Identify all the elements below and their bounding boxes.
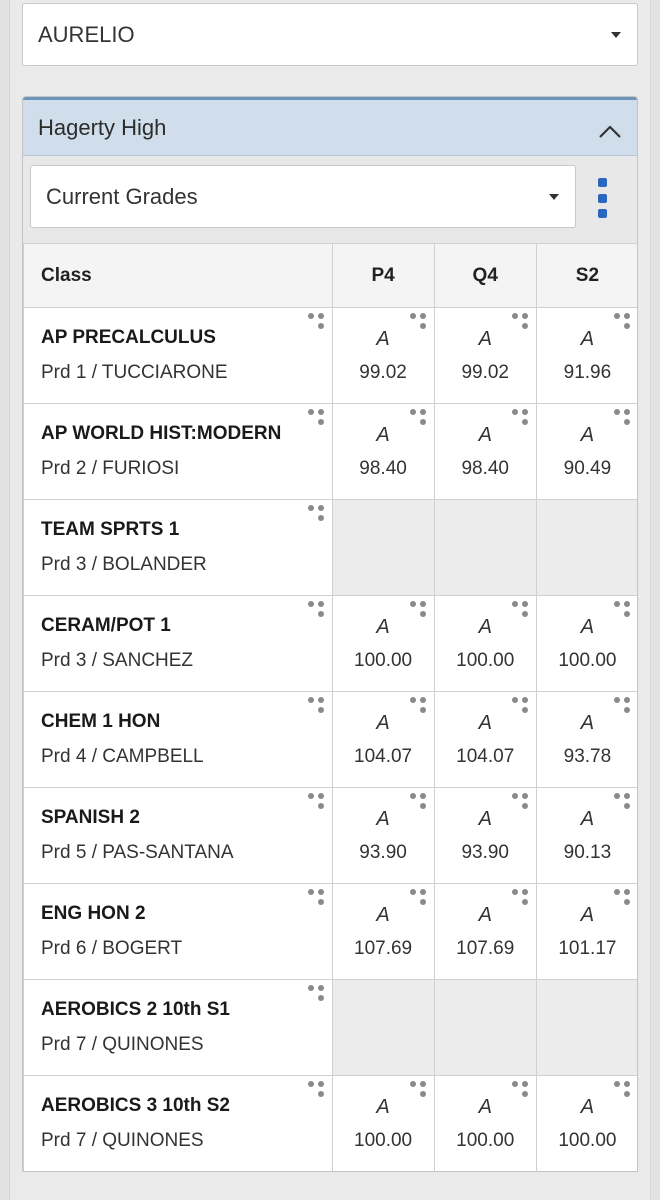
grade-score: 100.00 xyxy=(456,649,515,671)
table-row xyxy=(24,308,639,404)
class-cell[interactable] xyxy=(24,500,333,596)
class-period-teacher: Prd 2 / FURIOSI xyxy=(41,458,180,479)
grades-toolbar xyxy=(23,156,637,244)
more-dots-icon[interactable] xyxy=(308,985,326,1003)
table-row xyxy=(24,500,639,596)
grade-cell-s2[interactable] xyxy=(536,692,638,788)
class-cell[interactable] xyxy=(24,884,333,980)
grade-cell-q4[interactable] xyxy=(434,884,536,980)
class-name: CHEM 1 HON xyxy=(41,711,161,732)
class-name: AP PRECALCULUS xyxy=(41,327,216,348)
grade-score: 91.96 xyxy=(563,361,612,383)
more-dots-icon[interactable] xyxy=(410,601,428,619)
grade-cell-q4[interactable] xyxy=(434,1076,536,1172)
column-header-s2[interactable]: S2 xyxy=(536,244,638,308)
more-dots-icon[interactable] xyxy=(512,601,530,619)
grade-letter: A xyxy=(478,903,492,926)
table-row xyxy=(24,404,639,500)
grade-cell-q4[interactable] xyxy=(434,596,536,692)
more-dots-icon[interactable] xyxy=(308,601,326,619)
grade-cell-p4 xyxy=(332,980,434,1076)
table-row xyxy=(24,1076,639,1172)
grade-letter: A xyxy=(376,807,390,830)
grade-score: 90.49 xyxy=(563,457,612,479)
class-name: CERAM/POT 1 xyxy=(41,615,171,636)
more-dots-icon[interactable] xyxy=(614,313,632,331)
more-dots-icon[interactable] xyxy=(614,697,632,715)
school-name: Hagerty High xyxy=(38,114,167,140)
table-row xyxy=(24,692,639,788)
grade-letter: A xyxy=(376,711,390,734)
grade-cell-p4[interactable] xyxy=(332,692,434,788)
class-cell[interactable] xyxy=(24,1076,333,1172)
grade-score: 104.07 xyxy=(456,745,515,767)
column-header-p4[interactable]: P4 xyxy=(332,244,434,308)
grade-score: 107.69 xyxy=(354,937,413,959)
grade-cell-p4[interactable] xyxy=(332,308,434,404)
grade-cell-s2[interactable] xyxy=(536,404,638,500)
grades-table-body xyxy=(24,308,639,1172)
more-dots-icon[interactable] xyxy=(308,697,326,715)
grades-table xyxy=(23,243,638,1172)
grade-cell-q4[interactable] xyxy=(434,308,536,404)
more-dots-icon[interactable] xyxy=(512,409,530,427)
student-select-value: AURELIO xyxy=(38,21,135,47)
page-edge-left xyxy=(0,0,10,1200)
grade-letter: A xyxy=(376,327,390,350)
grade-cell-s2[interactable] xyxy=(536,788,638,884)
more-dots-icon[interactable] xyxy=(308,505,326,523)
grade-cell-p4[interactable] xyxy=(332,788,434,884)
more-dots-icon[interactable] xyxy=(614,601,632,619)
class-cell[interactable] xyxy=(24,788,333,884)
more-dots-icon[interactable] xyxy=(308,409,326,427)
class-name: AEROBICS 3 10th S2 xyxy=(41,1095,230,1116)
grade-cell-s2 xyxy=(536,500,638,596)
grade-letter: A xyxy=(580,327,595,350)
class-cell[interactable] xyxy=(24,596,333,692)
grade-letter: A xyxy=(376,1095,390,1118)
column-header-q4[interactable]: Q4 xyxy=(434,244,536,308)
class-period-teacher: Prd 7 / QUINONES xyxy=(41,1130,204,1151)
grade-view-value: Current Grades xyxy=(46,183,198,209)
more-dots-icon[interactable] xyxy=(410,409,428,427)
more-dots-icon[interactable] xyxy=(410,889,428,907)
grade-score: 100.00 xyxy=(558,1129,617,1151)
grade-score: 98.40 xyxy=(359,457,407,479)
grade-letter: A xyxy=(580,423,595,446)
student-select[interactable] xyxy=(22,3,638,66)
grade-letter: A xyxy=(376,903,390,926)
grade-cell-p4[interactable] xyxy=(332,1076,434,1172)
class-period-teacher: Prd 3 / SANCHEZ xyxy=(41,650,194,671)
grade-score: 100.00 xyxy=(456,1129,515,1151)
grade-cell-s2[interactable] xyxy=(536,308,638,404)
page-edge-right xyxy=(650,0,660,1200)
more-options-icon[interactable] xyxy=(595,178,609,218)
column-header-class: Class xyxy=(24,244,333,308)
grade-score: 101.17 xyxy=(558,937,617,959)
more-dots-icon[interactable] xyxy=(410,1081,428,1099)
grade-letter: A xyxy=(478,615,492,638)
school-panel-header[interactable] xyxy=(23,97,637,156)
grade-score: 99.02 xyxy=(461,361,509,383)
more-dots-icon[interactable] xyxy=(308,793,326,811)
grade-score: 100.00 xyxy=(354,649,413,671)
class-period-teacher: Prd 1 / TUCCIARONE xyxy=(41,362,228,383)
more-dots-icon[interactable] xyxy=(512,313,530,331)
class-cell[interactable] xyxy=(24,404,333,500)
grade-letter: A xyxy=(580,807,595,830)
school-panel xyxy=(22,96,638,1172)
class-period-teacher: Prd 7 / QUINONES xyxy=(41,1034,204,1055)
class-name: TEAM SPRTS 1 xyxy=(41,519,180,540)
class-period-teacher: Prd 3 / BOLANDER xyxy=(41,554,207,575)
more-dots-icon[interactable] xyxy=(410,793,428,811)
grade-letter: A xyxy=(580,711,595,734)
grade-cell-p4 xyxy=(332,500,434,596)
grade-score: 90.13 xyxy=(563,841,612,863)
grade-score: 100.00 xyxy=(354,1129,413,1151)
grade-letter: A xyxy=(478,327,492,350)
grade-score: 98.40 xyxy=(461,457,509,479)
class-name: SPANISH 2 xyxy=(41,807,140,828)
table-row xyxy=(24,596,639,692)
grade-score: 93.78 xyxy=(563,745,612,767)
more-dots-icon[interactable] xyxy=(308,1081,326,1099)
grade-cell-q4 xyxy=(434,980,536,1076)
table-row xyxy=(24,884,639,980)
grade-letter: A xyxy=(478,423,492,446)
table-header-row xyxy=(24,244,639,308)
grade-score: 100.00 xyxy=(558,649,617,671)
grade-letter: A xyxy=(478,807,492,830)
grade-cell-q4[interactable] xyxy=(434,692,536,788)
class-period-teacher: Prd 6 / BOGERT xyxy=(41,938,183,959)
grade-cell-p4[interactable] xyxy=(332,404,434,500)
grade-letter: A xyxy=(580,615,595,638)
class-cell[interactable] xyxy=(24,980,333,1076)
grade-cell-s2[interactable] xyxy=(536,1076,638,1172)
more-dots-icon[interactable] xyxy=(512,889,530,907)
more-dots-icon[interactable] xyxy=(410,697,428,715)
grade-cell-p4[interactable] xyxy=(332,884,434,980)
grade-cell-q4[interactable] xyxy=(434,404,536,500)
more-dots-icon[interactable] xyxy=(512,1081,530,1099)
grade-score: 104.07 xyxy=(354,745,413,767)
class-cell[interactable] xyxy=(24,692,333,788)
grade-cell-q4[interactable] xyxy=(434,788,536,884)
more-dots-icon[interactable] xyxy=(308,889,326,907)
class-cell[interactable] xyxy=(24,308,333,404)
grade-cell-q4 xyxy=(434,500,536,596)
caret-down-icon xyxy=(611,32,621,38)
grade-score: 93.90 xyxy=(461,841,509,863)
grade-letter: A xyxy=(580,1095,595,1118)
more-dots-icon[interactable] xyxy=(308,313,326,331)
grade-letter: A xyxy=(580,903,595,926)
table-row xyxy=(24,980,639,1076)
grade-score: 107.69 xyxy=(456,937,515,959)
table-row xyxy=(24,788,639,884)
grade-cell-s2[interactable] xyxy=(536,596,638,692)
caret-down-icon xyxy=(549,194,559,200)
class-period-teacher: Prd 5 / PAS-SANTANA xyxy=(41,842,234,863)
grade-cell-s2 xyxy=(536,980,638,1076)
more-dots-icon[interactable] xyxy=(614,409,632,427)
class-name: AP WORLD HIST:MODERN xyxy=(41,423,282,444)
more-dots-icon[interactable] xyxy=(512,697,530,715)
grade-letter: A xyxy=(376,615,390,638)
more-dots-icon[interactable] xyxy=(512,793,530,811)
grade-letter: A xyxy=(376,423,390,446)
grade-score: 99.02 xyxy=(359,361,407,383)
class-period-teacher: Prd 4 / CAMPBELL xyxy=(41,746,204,767)
chevron-up-icon[interactable] xyxy=(597,120,623,146)
more-dots-icon[interactable] xyxy=(614,889,632,907)
grade-cell-s2[interactable] xyxy=(536,884,638,980)
more-dots-icon[interactable] xyxy=(410,313,428,331)
class-name: ENG HON 2 xyxy=(41,903,146,924)
grade-score: 93.90 xyxy=(359,841,407,863)
grade-letter: A xyxy=(478,1095,492,1118)
grade-cell-p4[interactable] xyxy=(332,596,434,692)
more-dots-icon[interactable] xyxy=(614,793,632,811)
more-dots-icon[interactable] xyxy=(614,1081,632,1099)
grade-view-select[interactable] xyxy=(30,165,576,228)
class-name: AEROBICS 2 10th S1 xyxy=(41,999,230,1020)
grade-letter: A xyxy=(478,711,492,734)
